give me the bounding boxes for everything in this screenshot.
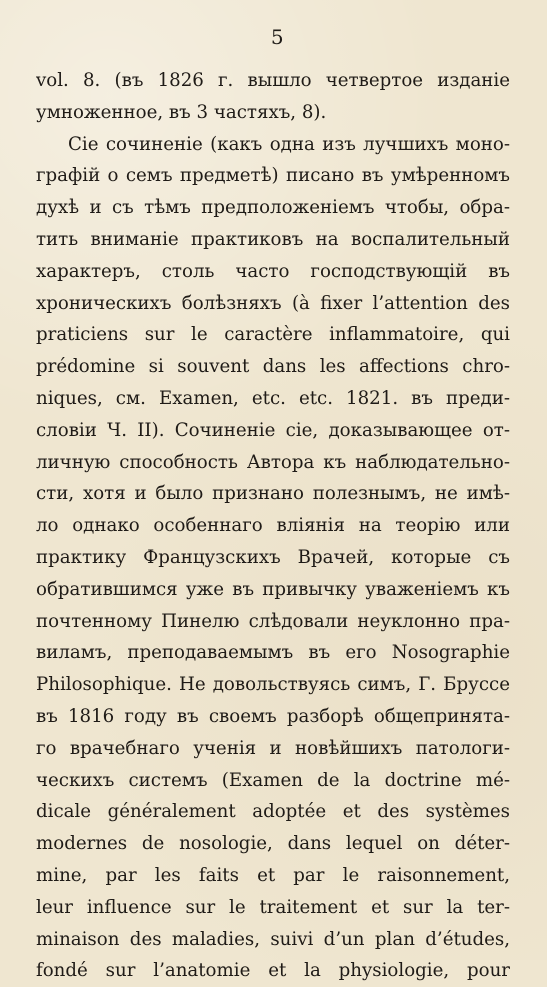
text-line: modernes de nosologie, dans lequel on déter- [36,833,510,855]
text-line: духѣ и съ тѣмъ предположеніемъ чтобы, обра- [36,197,510,219]
text-line: ческихъ системъ (Examen de la doctrine mé- [36,769,510,791]
text-line: сти, хотя и было признано полезнымъ, не имѣ- [36,483,510,505]
text-line: словіи Ч. II). Сочиненіе сіе, доказывающее от- [36,419,510,441]
text-line: fondé sur l’anatomie et la physiologie, pour [36,960,510,982]
text-line: виламъ, преподаваемымъ въ его Nosographie [36,642,510,664]
page-number: 5 [270,25,285,49]
text-line: умноженное, въ 3 частяхъ, 8). [36,101,327,123]
text-line: хроническихъ болѣзняхъ (à fixer l’attention des [36,292,510,314]
text-line: vol. 8. (въ 1826 г. вышло четвертое изданіе [36,70,510,91]
text-line: обратившимся уже въ привычку уваженіемъ къ [36,578,510,600]
text-line: личную способность Автора къ наблюдательно- [36,451,510,473]
text-line: практику Французскихъ Врачей, которые съ [36,546,510,568]
text-line: niques, см. Examen, etc. etc. 1821. въ преди- [36,387,510,409]
text-line: Philosophique. Не довольствуясь симъ, Г. Бруссе [36,674,510,696]
text-line: характеръ, столь часто господствующій въ [36,260,510,282]
text-line: dicale généralement adoptée et des systèmes [36,801,510,823]
text-line: ло однако особеннаго вліянія на теорію или [36,515,510,537]
text-line: го врачебнаго ученія и новѣйшихъ патологи- [36,737,510,759]
text-line: въ 1816 году въ своемъ разборѣ общепринята- [36,705,510,727]
text-line: Сіе сочиненіе (какъ одна изъ лучшихъ моно- [68,133,510,155]
body-text [36,65,510,987]
text-line: leur influence sur le traitement et sur la ter- [36,896,510,918]
text-line: тить вниманіе практиковъ на воспалительный [36,228,510,250]
text-line: mine, par les faits et par le raisonnement, [36,864,510,886]
text-line: почтенному Пинелю слѣдовали неуклонно пра- [36,610,510,632]
text-line: prédomine si souvent dans les affections chro- [36,356,510,378]
text-line: minaison des maladies, suivi d’un plan d’études, [36,928,510,950]
text-line: графій о семъ предметѣ) писано въ умѣренномъ [36,165,510,187]
text-line: praticiens sur le caractère inflammatoire, qui [36,324,510,346]
